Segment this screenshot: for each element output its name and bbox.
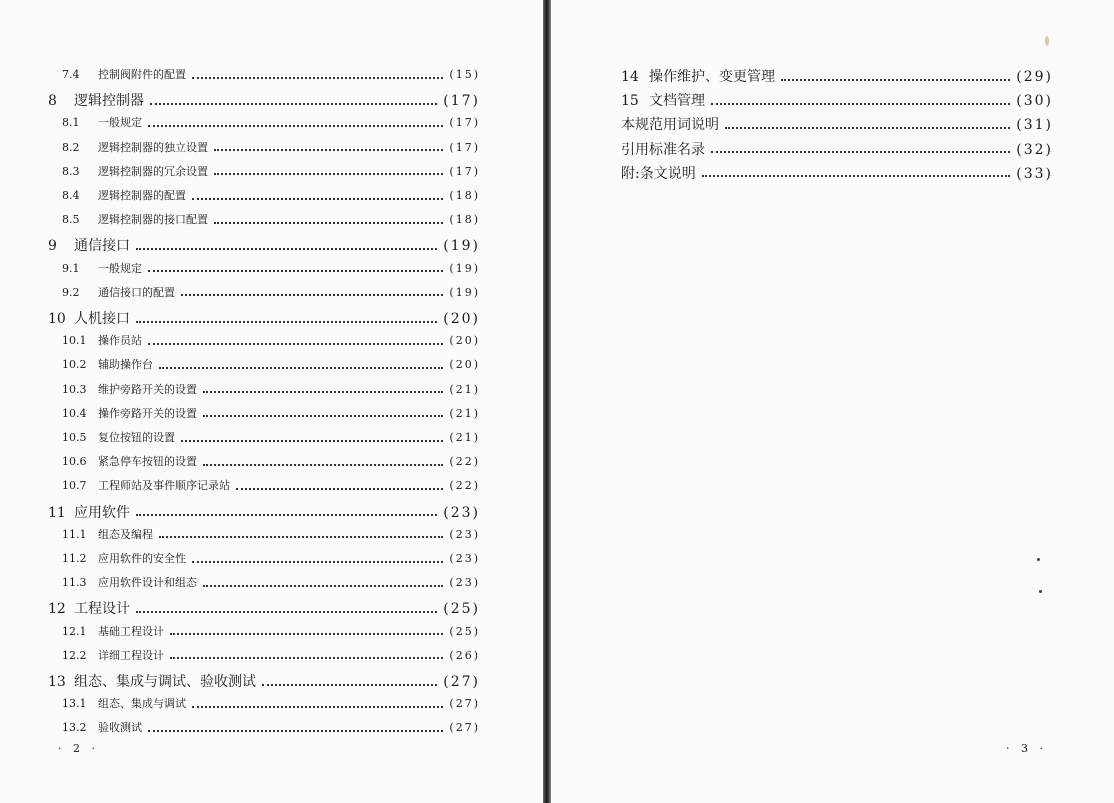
toc-entry-number: 11.1 [62,527,87,541]
toc-entry-title: 逻辑控制器的配置 [98,189,186,202]
toc-entry-number: 13.2 [62,721,87,735]
toc-entry-page: (27) [443,674,480,690]
toc-entry-page: (33) [1016,165,1053,182]
toc-entry-title: 逻辑控制器的冗余设置 [98,164,208,178]
dot-leader [214,172,443,175]
toc-entry-number: 10.2 [62,358,87,372]
toc-entry-title: 控制阀附件的配置 [98,68,186,81]
toc-entry-title: 操作维护、变更管理 [649,69,775,85]
toc-entry-number: 10.7 [62,479,87,493]
right-page [551,0,1114,803]
toc-entry [62,211,480,227]
dot-leader [262,683,437,686]
toc-entry [62,66,480,82]
toc-entry-number: 8.5 [62,213,80,227]
toc-entry-title: 应用软件设计和组态 [98,576,197,590]
dot-leader [136,320,437,323]
book-spine [543,0,551,803]
toc-entry-title: 组态、集成与调试 [98,697,186,711]
toc-entry-number: 10.3 [62,382,87,396]
dot-leader [214,221,443,224]
toc-entry [48,671,480,691]
dot-leader [148,269,443,272]
toc-entry-number: 10.5 [62,431,87,444]
toc-entry [62,260,480,276]
toc-entry-title: 一般规定 [98,261,142,275]
toc-entry [621,114,1053,134]
toc-entry-number: 8.3 [62,164,80,178]
toc-entry-title: 详细工程设计 [98,648,164,662]
dot-leader [192,560,443,563]
dot-leader [781,78,1010,81]
toc-entry-page: (22) [449,479,480,493]
toc-entry-number: 8.1 [62,116,80,130]
toc-entry [62,695,480,711]
dot-leader [214,148,443,151]
toc-entry-title: 一般规定 [98,116,142,130]
dot-leader [170,632,443,635]
toc-entry-title: 验收测试 [98,721,142,735]
dot-leader [192,705,443,708]
toc-entry-page: (23) [449,576,480,590]
toc-entry [62,356,480,372]
toc-entry-page: (21) [449,431,480,444]
dot-leader [236,487,443,490]
toc-entry [62,381,480,397]
toc-entry-title: 通信接口的配置 [98,285,175,299]
dot-leader [192,76,443,79]
toc-entry-page: (25) [449,624,480,638]
toc-entry-page: (18) [449,213,480,227]
toc-entry [62,550,480,566]
dot-leader [159,366,443,369]
toc-entry-title: 逻辑控制器的独立设置 [98,140,208,154]
toc-entry-page: (17) [449,164,480,178]
dot-leader [711,102,1010,105]
toc-entry-number: 15 [621,93,639,110]
toc-entry-title: 操作旁路开关的设置 [98,406,197,420]
dot-leader [192,197,443,200]
toc-entry-title: 维护旁路开关的设置 [98,382,197,396]
toc-entry [62,647,480,663]
toc-entry [62,405,480,421]
toc-entry [621,139,1053,159]
toc-entry [621,90,1053,110]
toc-entry-number: 12.1 [62,624,87,638]
dot-leader [170,656,443,659]
dot-leader [203,414,443,417]
paper-mark [1045,36,1049,46]
toc-entry-page: (20) [449,358,480,372]
toc-entry-title: 引用标准名录 [621,141,705,158]
toc-entry [621,66,1053,86]
toc-entry-number: 11 [48,504,66,521]
toc-entry-page: (27) [449,721,480,735]
toc-entry-number: 13.1 [62,697,87,711]
toc-entry-title: 应用软件的安全性 [98,552,186,565]
dot-leader [711,150,1010,153]
toc-entry-page: (32) [1016,141,1053,158]
toc-entry [62,453,480,469]
toc-entry-page: (17) [449,140,480,154]
toc-entry-page: (20) [449,334,480,348]
toc-entry-page: (19) [449,261,480,275]
dot-leader [136,610,437,613]
toc-entry-title: 组态、集成与调试、验收测试 [74,674,256,690]
dot-leader [203,584,443,587]
toc-entry [62,163,480,179]
toc-entry-title: 辅助操作台 [98,358,153,372]
toc-entry-title: 逻辑控制器 [74,93,144,110]
toc-entry-page: (17) [449,116,480,130]
toc-entry [62,623,480,639]
toc-entry-number: 8 [48,93,57,110]
toc-entry [62,719,480,735]
toc-entry-number: 14 [621,69,639,85]
toc-entry-title: 工程师站及事件顺序记录站 [98,479,230,493]
toc-entry-page: (25) [443,601,480,618]
toc-entry-number: 10.6 [62,455,87,469]
dot-leader [150,102,437,105]
toc-entry-page: (23) [443,504,480,521]
dot-leader [702,174,1011,177]
toc-entry-title: 人机接口 [74,311,130,327]
toc-entry [48,235,480,255]
toc-entry [48,598,480,618]
toc-entry-page: (21) [449,406,480,420]
toc-entry-title: 文档管理 [649,93,705,110]
toc-entry-title: 工程设计 [74,601,130,618]
toc-entry-title: 通信接口 [74,238,130,255]
toc-entry [62,114,480,130]
dot-leader [181,439,443,442]
toc-entry-title: 附:条文说明 [621,165,696,182]
toc-entry-page: (18) [449,189,480,202]
paper-speck [1037,558,1040,561]
toc-entry-page: (22) [449,455,480,469]
toc-entry-number: 7.4 [62,68,80,81]
toc-entry-title: 逻辑控制器的接口配置 [98,213,208,227]
dot-leader [136,513,437,516]
page-folio-left: · 2 · [58,742,99,755]
toc-entry [621,163,1053,183]
toc-entry [62,284,480,300]
toc-entry-page: (26) [449,648,480,662]
toc-entry-page: (15) [449,68,480,81]
toc-entry-number: 9.2 [62,285,80,299]
toc-entry-number: 8.2 [62,140,80,154]
toc-entry [62,477,480,493]
toc-entry-number: 13 [48,674,66,690]
toc-entry-page: (23) [449,527,480,541]
dot-leader [136,247,437,250]
toc-entry-page: (20) [443,311,480,327]
dot-leader [148,342,443,345]
toc-entry [62,574,480,590]
toc-entry-title: 紧急停车按钮的设置 [98,455,197,469]
toc-entry [62,332,480,348]
toc-entry [62,187,480,203]
toc-entry-title: 复位按钮的设置 [98,431,175,444]
dot-leader [148,124,443,127]
toc-entry-number: 10 [48,311,66,327]
dot-leader [725,126,1010,129]
toc-entry-number: 11.2 [62,552,87,565]
toc-entry-page: (27) [449,697,480,711]
toc-entry [62,139,480,155]
toc-entry-number: 11.3 [62,576,87,590]
toc-entry-number: 12 [48,601,66,618]
paper-speck [1039,590,1042,593]
toc-entry-number: 10.1 [62,334,87,348]
toc-entry-title: 基础工程设计 [98,624,164,638]
toc-entry [62,429,480,445]
dot-leader [159,535,443,538]
toc-entry-title: 操作员站 [98,334,142,348]
toc-entry [48,502,480,522]
toc-entry-number: 9.1 [62,261,80,275]
dot-leader [203,463,443,466]
toc-entry-page: (31) [1016,117,1053,134]
toc-entry-title: 应用软件 [74,504,130,521]
toc-entry [48,90,480,110]
toc-entry-number: 9 [48,238,57,255]
toc-entry [62,526,480,542]
toc-entry-page: (30) [1016,93,1053,110]
toc-entry [48,308,480,328]
toc-entry-title: 组态及编程 [98,527,153,541]
dot-leader [181,293,443,296]
page-folio-right: · 3 · [1006,742,1047,755]
toc-entry-page: (29) [1016,69,1053,85]
toc-entry-number: 12.2 [62,648,87,662]
left-page [0,0,543,803]
dot-leader [203,390,443,393]
toc-entry-title: 本规范用词说明 [621,117,719,134]
dot-leader [148,729,443,732]
toc-entry-number: 10.4 [62,406,87,420]
toc-entry-page: (19) [443,238,480,255]
toc-entry-number: 8.4 [62,189,80,202]
toc-entry-page: (19) [449,285,480,299]
toc-entry-page: (17) [443,93,480,110]
toc-entry-page: (21) [449,382,480,396]
toc-entry-page: (23) [449,552,480,565]
